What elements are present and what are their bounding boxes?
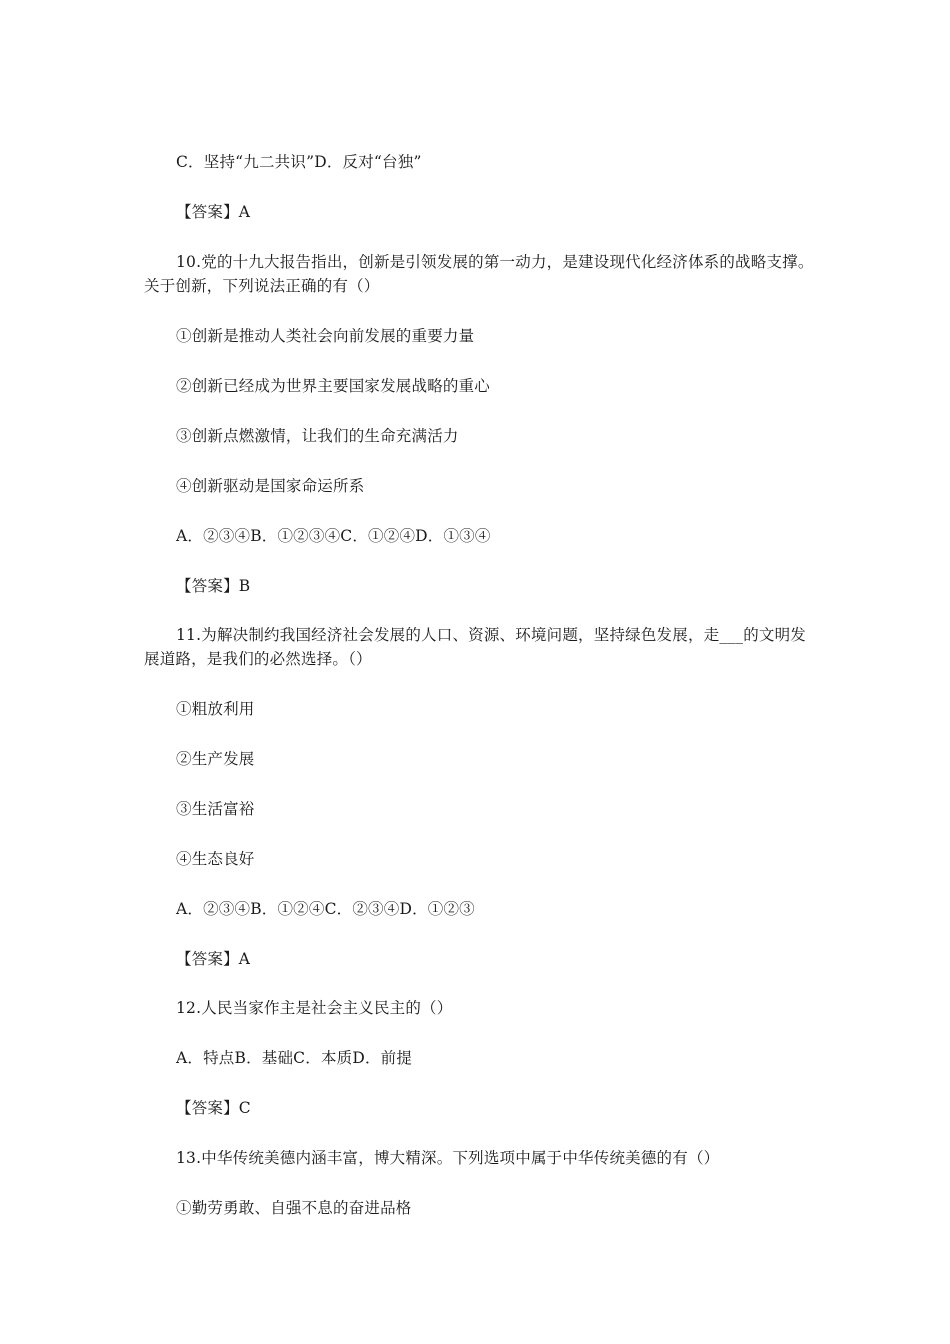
q9-answer: 【答案】A [176, 203, 251, 221]
q11-item-4: ④生态良好 [176, 850, 255, 868]
q12-answer: 【答案】C [176, 1099, 251, 1117]
q11-question: 11.为解决制约我国经济社会发展的人口、资源、环境问题，坚持绿色发展，走___的文明发展道路，是我们的必然选择。（） [144, 626, 807, 668]
q9-options-cd: C．坚持“九二共识”D．反对“台独” [176, 153, 422, 171]
q11-item-1: ①粗放利用 [176, 700, 255, 718]
q10-question: 10.党的十九大报告指出，创新是引领发展的第一动力，是建设现代化经济体系的战略支撑。关于创新，下列说法正确的有（） [144, 253, 814, 295]
q10-item-3: ③创新点燃激情，让我们的生命充满活力 [176, 427, 459, 445]
q12-options: A．特点B．基础C．本质D．前提 [176, 1049, 413, 1067]
q10-item-1: ①创新是推动人类社会向前发展的重要力量 [176, 327, 475, 345]
q13-item-1: ①勤劳勇敢、自强不息的奋进品格 [176, 1199, 412, 1217]
q10-options: A．②③④B．①②③④C．①②④D．①③④ [176, 527, 491, 545]
q12-question: 12.人民当家作主是社会主义民主的（） [176, 999, 453, 1017]
q10-item-4: ④创新驱动是国家命运所系 [176, 477, 365, 495]
q11-item-3: ③生活富裕 [176, 800, 255, 818]
q11-answer: 【答案】A [176, 950, 251, 968]
q10-answer: 【答案】B [176, 577, 251, 595]
q13-question: 13.中华传统美德内涵丰富，博大精深。下列选项中属于中华传统美德的有（） [176, 1149, 720, 1167]
q10-item-2: ②创新已经成为世界主要国家发展战略的重心 [176, 377, 491, 395]
q11-options: A．②③④B．①②④C．②③④D．①②③ [176, 900, 475, 918]
q11-item-2: ②生产发展 [176, 750, 255, 768]
